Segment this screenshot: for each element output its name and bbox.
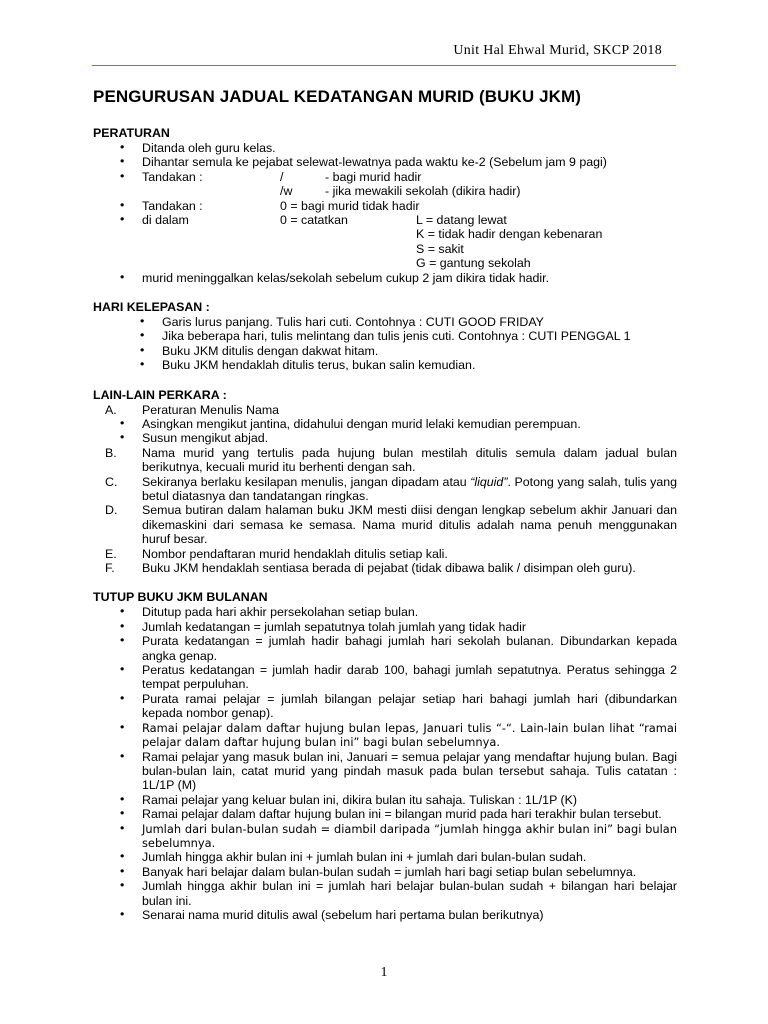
list-item: • Ditutup pada hari akhir persekolahan setiap bulan.: [120, 604, 419, 620]
bullet-icon: •: [120, 906, 125, 921]
code-row: K = tidak hadir dengan kebenaran: [416, 227, 603, 242]
tandakan-zero-row: • Tandakan : 0 = bagi murid tidak hadir: [120, 197, 420, 213]
document-title: PENGURUSAN JADUAL KEDATANGAN MURID (BUKU JKM): [93, 87, 582, 106]
list-item: • Purata ramai pelajar = jumlah bilangan pelajar setiap hari bahagi jumlah hari (dibundarkan kepada nombor genap).: [120, 690, 677, 721]
bullet-icon: •: [120, 662, 125, 677]
bullet-icon: •: [120, 269, 125, 284]
bullet-icon: •: [120, 863, 125, 878]
list-item: • Buku JKM ditulis dengan dakwat hitam.: [140, 342, 379, 358]
bullet-icon: •: [120, 154, 125, 169]
list-item: • Ditanda oleh guru kelas.: [120, 140, 276, 155]
list-item: • Jumlah hingga akhir bulan ini + jumlah bulan ini + jumlah dari bulan-bulan sudah.: [120, 849, 587, 865]
lettered-item-a: A. Peraturan Menulis Nama: [105, 402, 280, 417]
list-item: • Ramai pelajar dalam daftar hujung bulan lepas, Januari tulis “-“. Lain-lain bulan lihat “ramai pelajar dalam daftar hujung bulan ini” bagi bulan sebelumnya.: [120, 719, 677, 750]
bullet-icon: •: [120, 806, 125, 821]
bullet-icon: •: [120, 748, 125, 763]
bullet-icon: •: [140, 313, 145, 328]
list-item: • Dihantar semula ke pejabat selewat-lewatnya pada waktu ke-2 (Sebelum jam 9 pagi): [120, 154, 607, 170]
bullet-icon: •: [120, 430, 125, 445]
lettered-item-d: D. Semua butiran dalam halaman buku JKM mesti diisi dengan lengkap sebelum akhir Januari dan dikemaskini dari semasa ke semasa. Nama murid ditulis adalah nama penuh menggunakan huruf besar.: [105, 503, 677, 547]
code-row: S = sakit: [416, 241, 464, 256]
bullet-icon: •: [120, 415, 125, 430]
tandakan-row: • Tandakan : / - bagi murid hadir: [120, 168, 422, 184]
list-item: • Jumlah dari bulan-bulan sudah = diambil daripada “jumlah hingga akhir bulan ini” bagi bulan sebelumnya.: [120, 820, 677, 850]
list-item: • Jika beberapa hari, tulis melintang dan tulis jenis cuti. Contohnya : CUTI PENGGAL 1: [140, 328, 631, 344]
list-item: • Senarai nama murid ditulis awal (sebelum hari pertama bulan berikutnya): [120, 906, 544, 922]
bullet-icon: •: [120, 791, 125, 806]
lettered-item-c: C. Sekiranya berlaku kesilapan menulis, jangan dipadam atau “liquid”. Potong yang salah, tulis yang betul diatasnya dan tandatangan ringkas.: [105, 474, 677, 504]
list-item: • Peratus kedatangan = jumlah hadir darab 100, bahagi jumlah sepatutnya. Peratus sehingga 2 tempat perpuluhan.: [120, 662, 677, 692]
list-item: • Asingkan mengikut jantina, didahului dengan murid lelaki kemudian perempuan.: [120, 415, 581, 431]
bullet-icon: •: [140, 328, 145, 343]
page-number: 1: [380, 965, 388, 980]
list-item: • Jumlah hingga akhir bulan ini = jumlah hari belajar bulan-bulan sudah + bilangan hari belajar bulan ini.: [120, 878, 677, 908]
lettered-item-e: E. Nombor pendaftaran murid hendaklah ditulis setiap kali.: [105, 546, 448, 561]
tandakan-w-row: /w - jika mewakili sekolah (dikira hadir): [280, 184, 521, 199]
bullet-icon: •: [120, 197, 125, 212]
bullet-icon: •: [140, 357, 145, 372]
didalam-row: • di dalam 0 = catatkan L = datang lewat: [120, 211, 507, 227]
bullet-icon: •: [120, 849, 125, 864]
list-item: • Susun mengikut abjad.: [120, 430, 269, 446]
list-item: • Ramai pelajar yang masuk bulan ini, Januari = semua pelajar yang mendaftar hujung bulan. Bagi bulan-bulan lain, catat murid yang pindah masuk pada bulan tersebut sahaja. Tulis catatan : 1L/1P (M): [120, 748, 677, 793]
section-heading-lain: LAIN-LAIN PERKARA :: [93, 387, 227, 402]
list-item: • Ramai pelajar dalam daftar hujung bulan ini = bilangan murid pada hari terakhir bulan tersebut.: [120, 806, 662, 822]
header-rule: [92, 65, 676, 66]
bullet-icon: •: [120, 140, 125, 154]
document-body: [93, 126, 677, 922]
section-heading-peraturan: PERATURAN: [93, 126, 170, 140]
list-item: • Buku JKM hendaklah ditulis terus, bukan salin kemudian.: [140, 357, 476, 373]
list-item: • Purata kedatangan = jumlah hadir bahagi jumlah hari sekolah bulanan. Dibundarkan kepada angka genap.: [120, 633, 677, 663]
bullet-icon: •: [120, 719, 125, 734]
bullet-icon: •: [120, 878, 125, 893]
header-text: Unit Hal Ehwal Murid, SKCP 2018: [453, 43, 662, 58]
bullet-icon: •: [120, 604, 125, 619]
section-heading-kelepasan: HARI KELEPASAN :: [93, 299, 210, 314]
list-item: • Ramai pelajar yang keluar bulan ini, dikira bulan itu sahaja. Tuliskan : 1L/1P (K): [120, 791, 578, 807]
list-item: • murid meninggalkan kelas/sekolah sebelum cukup 2 jam dikira tidak hadir.: [120, 269, 550, 285]
bullet-icon: •: [120, 168, 125, 183]
code-row: G = gantung sekolah: [416, 256, 531, 271]
lettered-item-f: F. Buku JKM hendaklah sentiasa berada di pejabat (tidak dibawa balik / disimpan oleh guru).: [105, 561, 636, 576]
lettered-item-b: B. Nama murid yang tertulis pada hujung bulan mestilah ditulis semula dalam jadual bulan berikutnya, kecuali murid itu berhenti dengan sah.: [105, 445, 677, 475]
list-item: • Banyak hari belajar dalam bulan-bulan sudah = jumlah hari bagi setiap bulan sebelumnya.: [120, 863, 637, 879]
bullet-icon: •: [120, 618, 125, 633]
list-item: • Jumlah kedatangan = jumlah sepatutnya tolah jumlah yang tidak hadir: [120, 618, 527, 634]
bullet-icon: •: [140, 342, 145, 357]
section-heading-tutup: TUTUP BUKU JKM BULANAN: [93, 590, 268, 605]
bullet-icon: •: [120, 690, 125, 705]
bullet-icon: •: [120, 820, 125, 835]
bullet-icon: •: [120, 633, 125, 648]
bullet-icon: •: [120, 211, 125, 226]
list-item: • Garis lurus panjang. Tulis hari cuti. Contohnya : CUTI GOOD FRIDAY: [140, 313, 544, 329]
